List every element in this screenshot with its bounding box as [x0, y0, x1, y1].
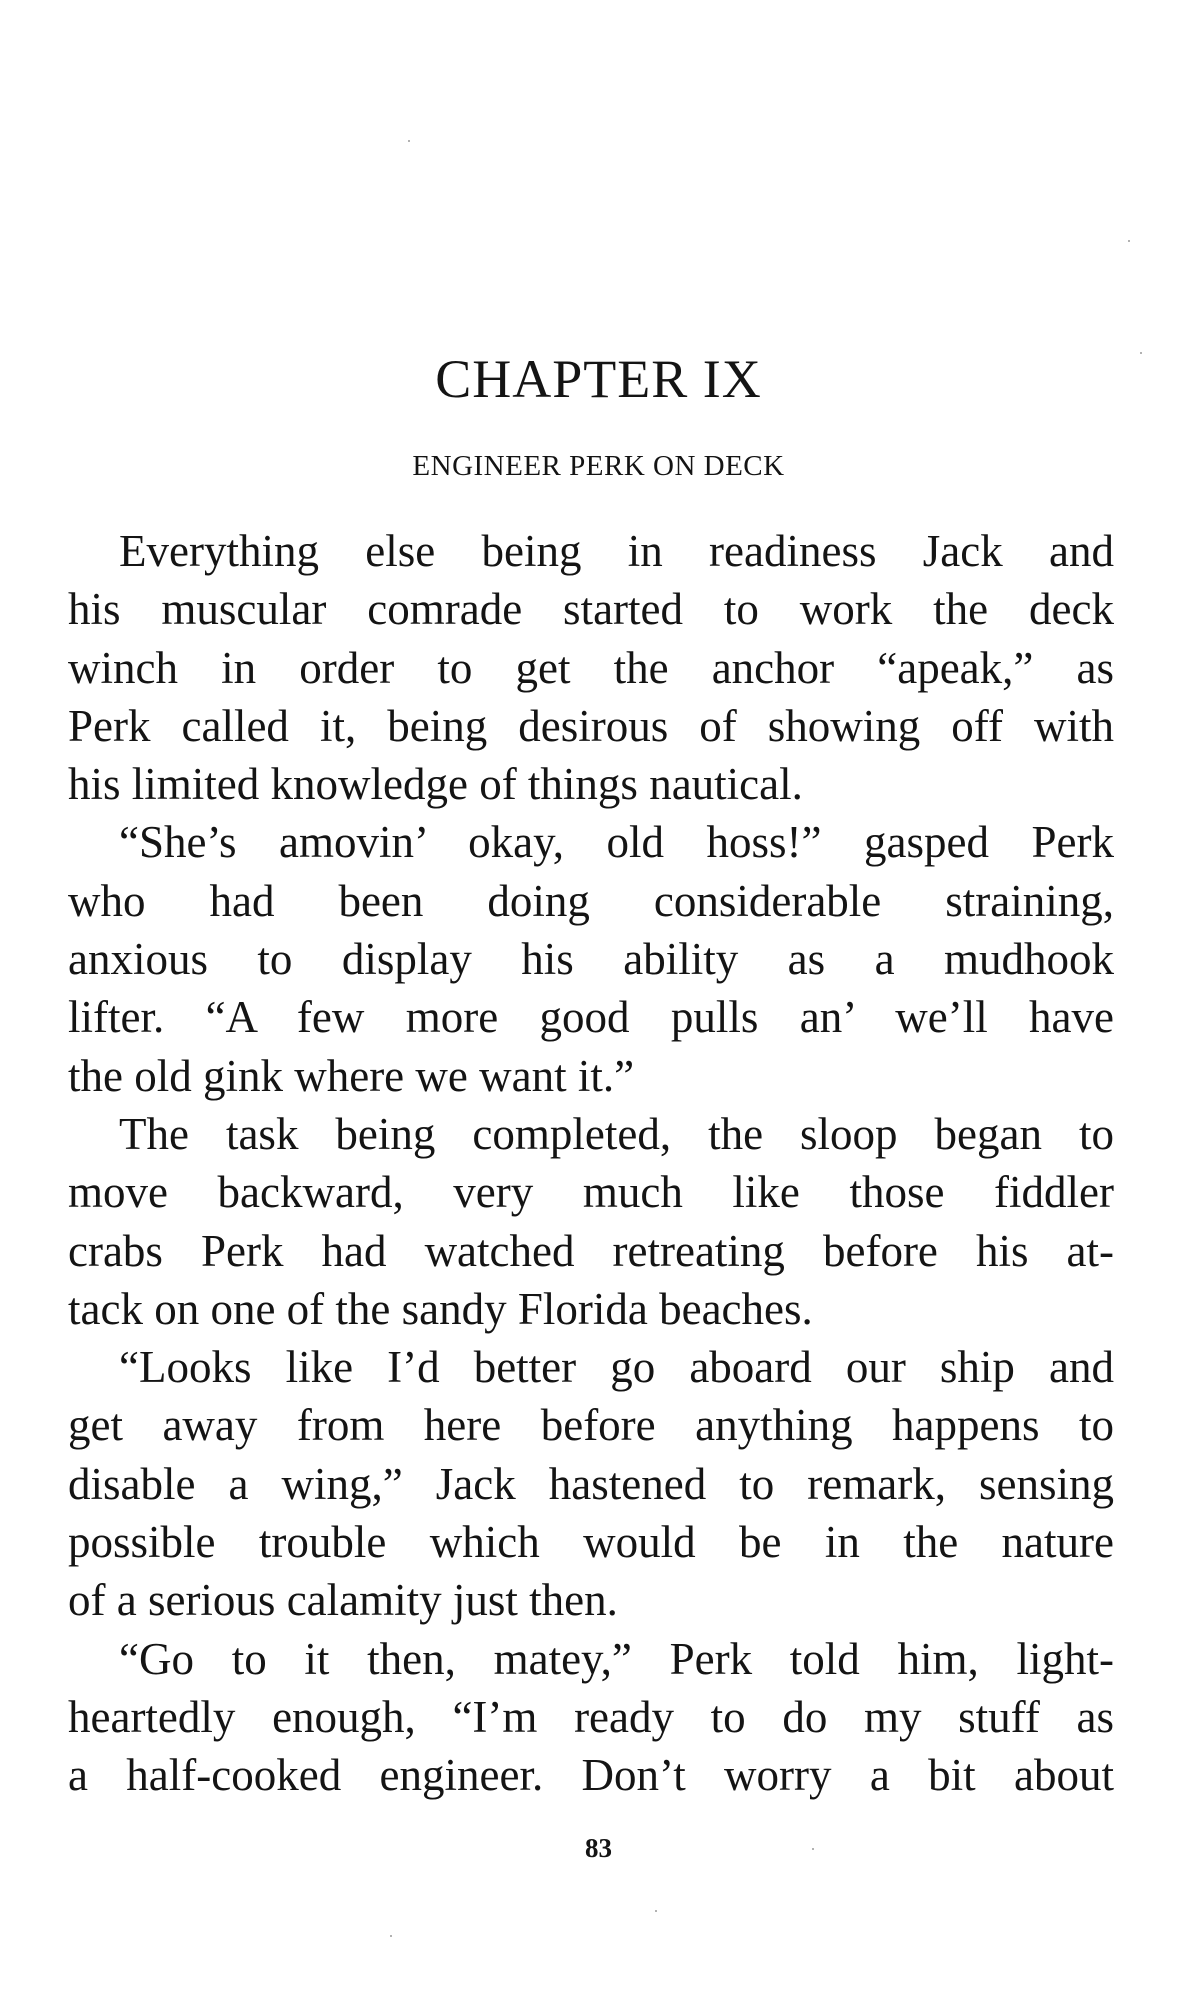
paper-speck	[655, 1910, 657, 1912]
paper-speck	[390, 1935, 392, 1937]
text-line: The task being completed, the sloop began to	[119, 1108, 1114, 1159]
paper-speck	[408, 140, 410, 142]
text-line: possible trouble which would be in the nature	[68, 1517, 1114, 1568]
text-line: of a serious calamity just then.	[68, 1575, 618, 1626]
text-line: “She’s amovin’ okay, old hoss!” gasped Perk	[119, 817, 1114, 868]
text-line: disable a wing,” Jack hastened to remark, sensing	[68, 1458, 1114, 1509]
paper-speck	[1140, 352, 1142, 354]
paragraph-1	[68, 522, 1114, 813]
text-line: crabs Perk had watched retreating before his at-	[68, 1225, 1114, 1276]
text-line: “Go to it then, matey,” Perk told him, light-	[119, 1633, 1114, 1684]
text-line: winch in order to get the anchor “apeak,” as	[68, 642, 1114, 693]
text-line: his limited knowledge of things nautical.	[68, 759, 803, 810]
body-text	[68, 522, 1114, 1805]
chapter-subtitle: ENGINEER PERK ON DECK	[412, 450, 785, 482]
text-line: Perk called it, being desirous of showing off with	[68, 700, 1114, 751]
paragraph-2	[68, 813, 1114, 1104]
paper-speck	[812, 1848, 814, 1850]
paragraph-5	[68, 1630, 1114, 1805]
paper-speck	[1128, 240, 1130, 242]
text-line: tack on one of the sandy Florida beaches.	[68, 1283, 813, 1334]
text-line: “Looks like I’d better go aboard our ship and	[119, 1342, 1114, 1393]
text-line: move backward, very much like those fiddler	[68, 1167, 1114, 1218]
text-line: get away from here before anything happens to	[68, 1400, 1114, 1451]
chapter-heading: CHAPTER IX	[435, 349, 762, 409]
paragraph-4	[68, 1338, 1114, 1629]
page-number: 83	[585, 1833, 612, 1863]
paragraph-3	[68, 1105, 1114, 1338]
text-line: a half-cooked engineer. Don’t worry a bit about	[68, 1750, 1114, 1801]
text-line: his muscular comrade started to work the deck	[68, 584, 1114, 635]
text-line: Everything else being in readiness Jack and	[119, 526, 1114, 576]
text-line: heartedly enough, “I’m ready to do my stuff as	[68, 1691, 1114, 1742]
text-line: anxious to display his ability as a mudhook	[68, 934, 1114, 985]
text-line: who had been doing considerable straining,	[68, 875, 1114, 926]
text-line: the old gink where we want it.”	[68, 1050, 635, 1101]
text-line: lifter. “A few more good pulls an’ we’ll have	[68, 992, 1114, 1043]
